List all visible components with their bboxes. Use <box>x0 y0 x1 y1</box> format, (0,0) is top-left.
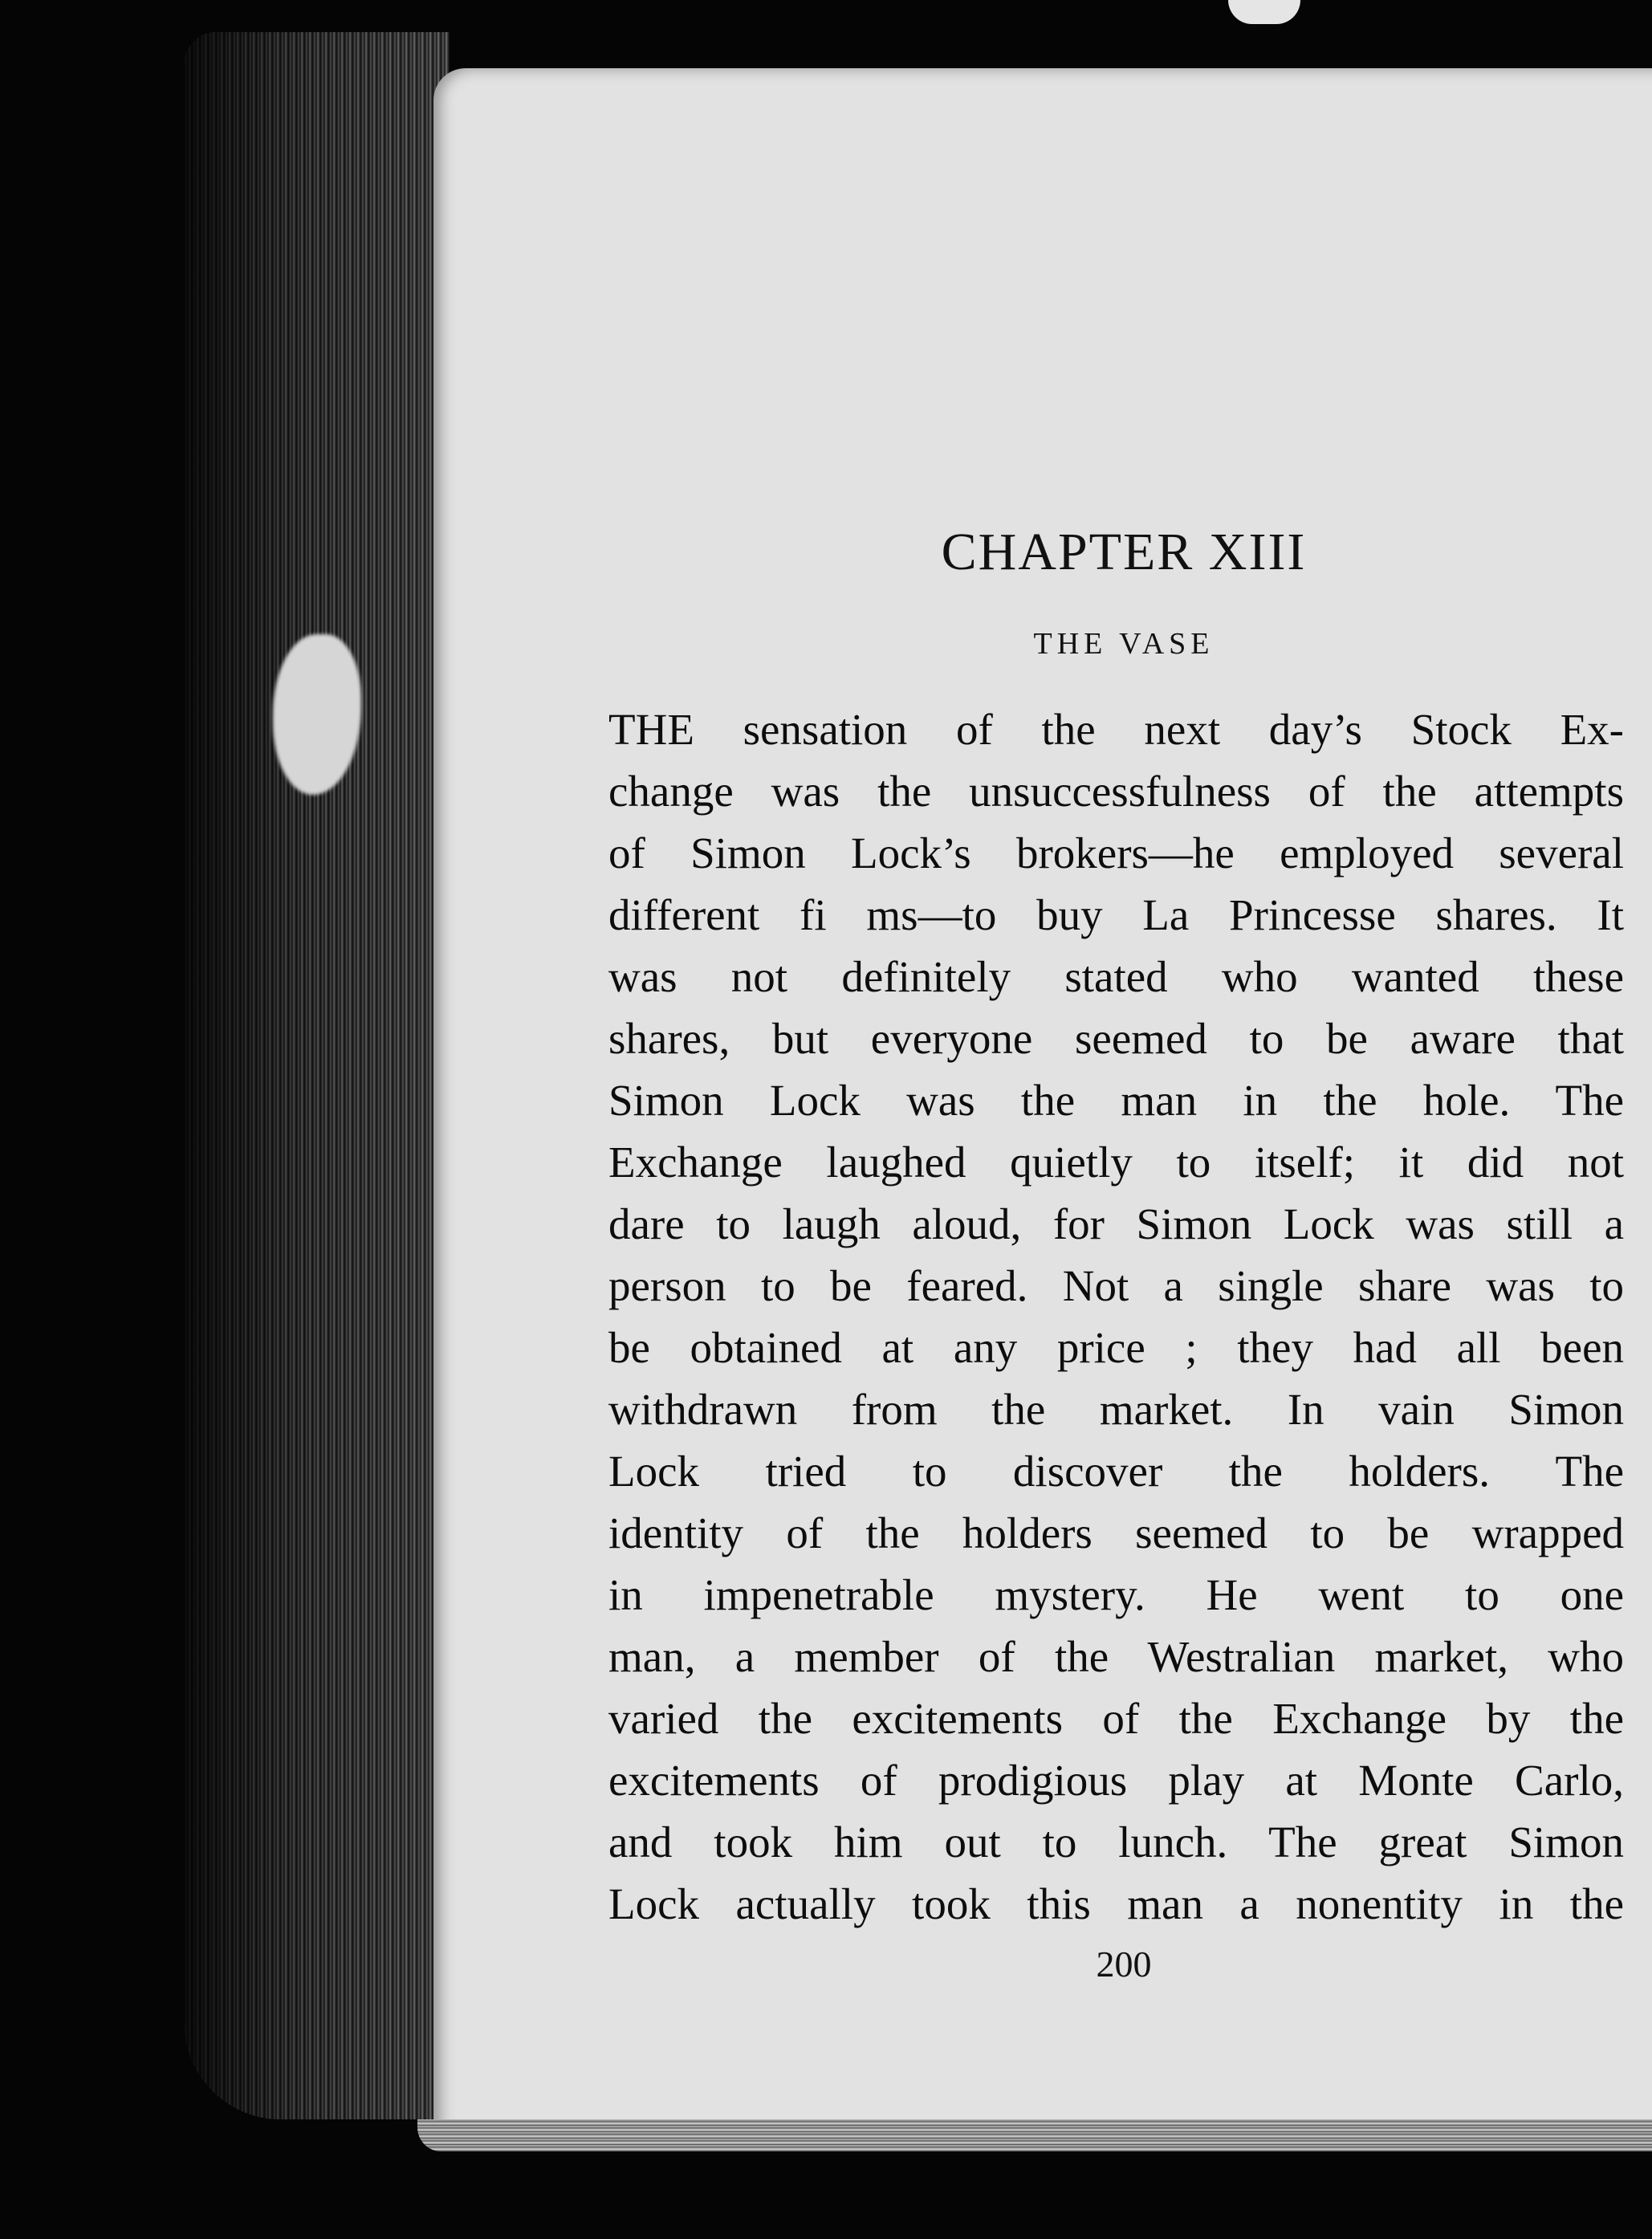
top-blot <box>1228 0 1300 24</box>
page-number: 200 <box>1096 1944 1152 1985</box>
text-line: Exchange laughed quietly to itself; it did not <box>608 1138 1624 1187</box>
text-line: in impenetrable mystery. He went to one <box>608 1570 1624 1619</box>
text-line: man, a member of the Westralian market, who <box>608 1632 1624 1681</box>
text-line: identity of the holders seemed to be wrapped <box>608 1508 1624 1557</box>
text-line: THE sensation of the next day’s Stock Ex- <box>608 705 1624 754</box>
chapter-subtitle: THE VASE <box>1033 627 1215 661</box>
text-line: shares, but everyone seemed to be aware that <box>608 1014 1624 1063</box>
page-bottom-edges <box>417 2119 1652 2151</box>
text-line: withdrawn from the market. In vain Simon <box>608 1385 1624 1434</box>
text-line: be obtained at any price ; they had all been <box>608 1323 1624 1372</box>
text-line: and took him out to lunch. The great Simon <box>608 1818 1624 1867</box>
text-line: person to be feared. Not a single share was to <box>608 1261 1624 1310</box>
text-line: dare to laugh aloud, for Simon Lock was still a <box>608 1199 1624 1248</box>
chapter-title: CHAPTER XIII <box>941 523 1307 581</box>
text-line: Simon Lock was the man in the hole. The <box>608 1076 1624 1125</box>
book-edge-shadow <box>185 32 450 2119</box>
text-line: different fi ms—to buy La Princesse shares. It <box>608 890 1624 939</box>
text-line: varied the excitements of the Exchange by the <box>608 1694 1624 1743</box>
text-line: of Simon Lock’s brokers—he employed several <box>608 828 1624 877</box>
text-line: Lock tried to discover the holders. The <box>608 1447 1624 1496</box>
text-line: excitements of prodigious play at Monte Carlo, <box>608 1756 1624 1805</box>
text-line: was not definitely stated who wanted these <box>608 952 1624 1001</box>
text-line: change was the unsuccessfulness of the attempts <box>608 767 1624 816</box>
body-text <box>608 698 1624 1935</box>
text-line: Lock actually took this man a nonentity in the <box>608 1879 1624 1928</box>
